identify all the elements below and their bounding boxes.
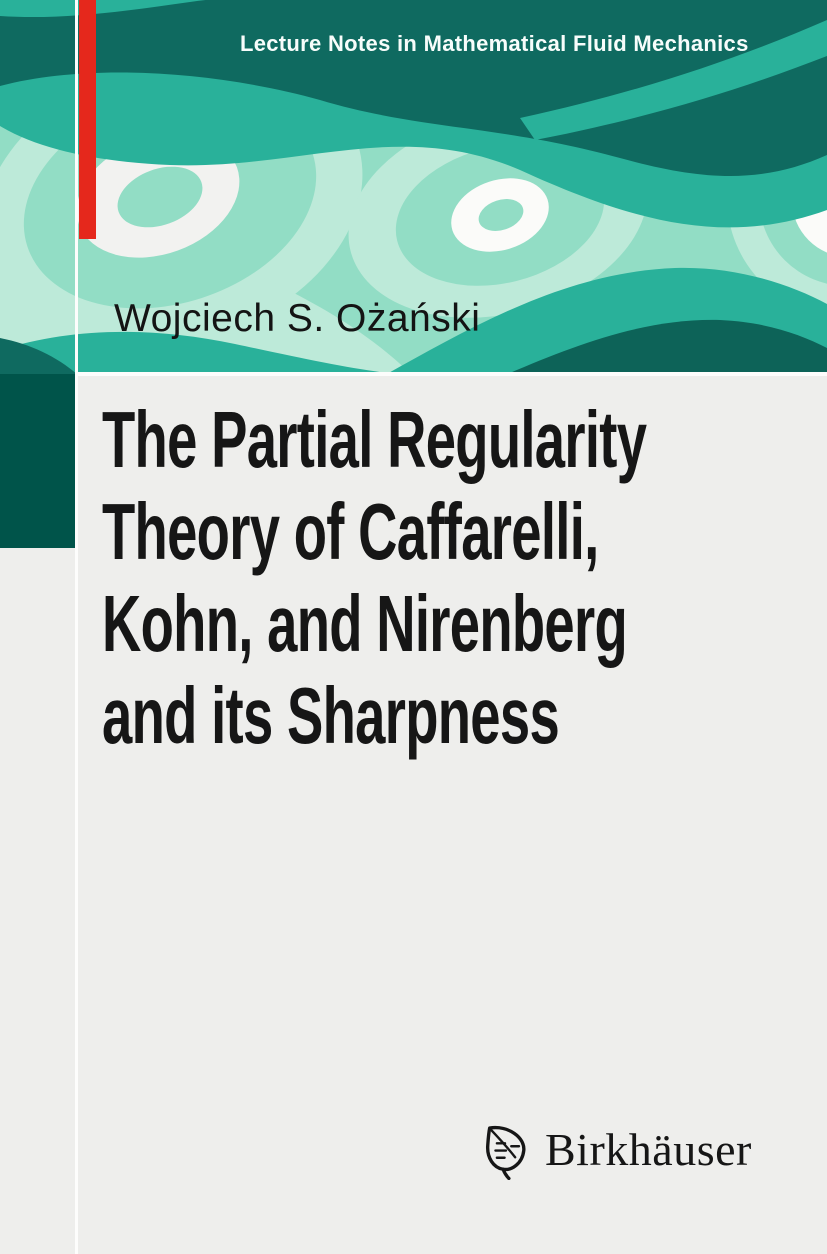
vertical-divider-line xyxy=(75,0,78,1254)
book-title-line-4: and its Sharpness xyxy=(102,671,560,760)
book-title-line-3: Kohn, and Nirenberg xyxy=(102,579,628,668)
series-title: Lecture Notes in Mathematical Fluid Mechanics xyxy=(240,31,749,56)
publisher-logo xyxy=(482,1122,752,1180)
birch-leaf-icon xyxy=(482,1124,530,1180)
green-accent-block xyxy=(0,374,75,548)
red-accent-bar xyxy=(79,0,96,239)
book-title-line-2: Theory of Caffarelli, xyxy=(102,487,599,576)
publisher-name: Birkhäuser xyxy=(545,1124,752,1175)
book-title-line-1: The Partial Regularity xyxy=(102,395,647,484)
author-name: Wojciech S. Ożański xyxy=(114,297,481,340)
banner-divider-line xyxy=(76,372,827,376)
book-title xyxy=(102,394,646,762)
